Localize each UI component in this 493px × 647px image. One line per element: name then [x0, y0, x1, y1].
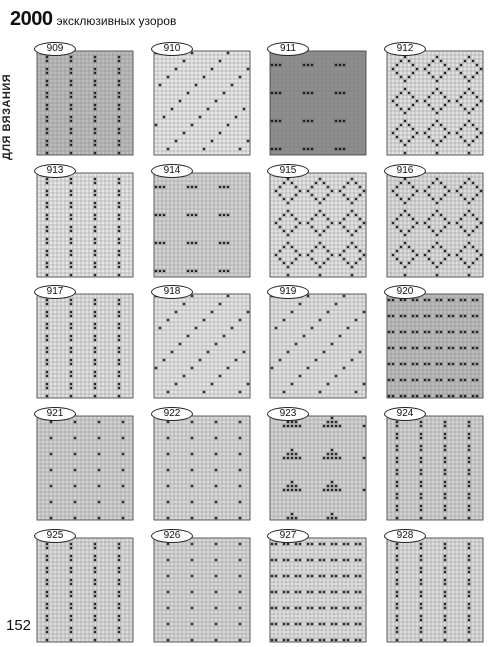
knitting-chart	[28, 285, 144, 403]
chart-number: 909	[34, 42, 76, 56]
knitting-chart	[261, 42, 377, 160]
knitting-chart	[28, 529, 144, 647]
chart-grid	[153, 172, 253, 280]
chart-grid	[269, 50, 369, 158]
chart-number: 914	[151, 164, 193, 178]
knitting-chart	[28, 407, 144, 525]
chart-number: 919	[267, 285, 309, 299]
knitting-chart	[28, 164, 144, 282]
knitting-chart	[145, 529, 261, 647]
chart-grid	[36, 537, 136, 645]
knitting-chart	[145, 42, 261, 160]
header-number: 2000	[10, 8, 53, 30]
knitting-chart	[378, 164, 493, 282]
knitting-chart	[261, 164, 377, 282]
chart-number: 917	[34, 285, 76, 299]
chart-grid	[269, 415, 369, 523]
chart-grid	[153, 537, 253, 645]
chart-grid	[153, 50, 253, 158]
knitting-chart	[378, 42, 493, 160]
chart-grid	[269, 172, 369, 280]
knitting-chart	[261, 529, 377, 647]
chart-number: 924	[384, 407, 426, 421]
chart-grid	[386, 172, 486, 280]
chart-number: 912	[384, 42, 426, 56]
knitting-chart	[378, 407, 493, 525]
chart-grid	[36, 172, 136, 280]
pattern-grid	[28, 42, 488, 627]
chart-grid	[36, 415, 136, 523]
chart-grid	[36, 293, 136, 401]
chart-number: 921	[34, 407, 76, 421]
knitting-chart	[261, 407, 377, 525]
chart-number: 923	[267, 407, 309, 421]
chart-number: 918	[151, 285, 193, 299]
side-label: ДЛЯ ВЯЗАНИЯ	[1, 73, 13, 160]
chart-number: 913	[34, 164, 76, 178]
chart-grid	[153, 293, 253, 401]
chart-number: 920	[384, 285, 426, 299]
chart-number: 915	[267, 164, 309, 178]
chart-number: 916	[384, 164, 426, 178]
knitting-chart	[145, 285, 261, 403]
chart-grid	[386, 537, 486, 645]
chart-grid	[386, 50, 486, 158]
knitting-chart	[378, 529, 493, 647]
knitting-chart	[378, 285, 493, 403]
chart-grid	[386, 415, 486, 523]
chart-grid	[36, 50, 136, 158]
page-header	[10, 8, 176, 34]
chart-grid	[153, 415, 253, 523]
page-number: 152	[6, 617, 32, 634]
chart-grid	[386, 293, 486, 401]
chart-number: 925	[34, 529, 76, 543]
knitting-chart	[145, 164, 261, 282]
chart-number: 927	[267, 529, 309, 543]
header-title: эксклюзивных узоров	[56, 14, 177, 28]
chart-number: 922	[151, 407, 193, 421]
knitting-chart	[145, 407, 261, 525]
chart-number: 911	[267, 42, 309, 56]
chart-grid	[269, 293, 369, 401]
knitting-chart	[261, 285, 377, 403]
knitting-chart	[28, 42, 144, 160]
chart-grid	[269, 537, 369, 645]
chart-number: 910	[151, 42, 193, 56]
chart-number: 928	[384, 529, 426, 543]
chart-number: 926	[151, 529, 193, 543]
